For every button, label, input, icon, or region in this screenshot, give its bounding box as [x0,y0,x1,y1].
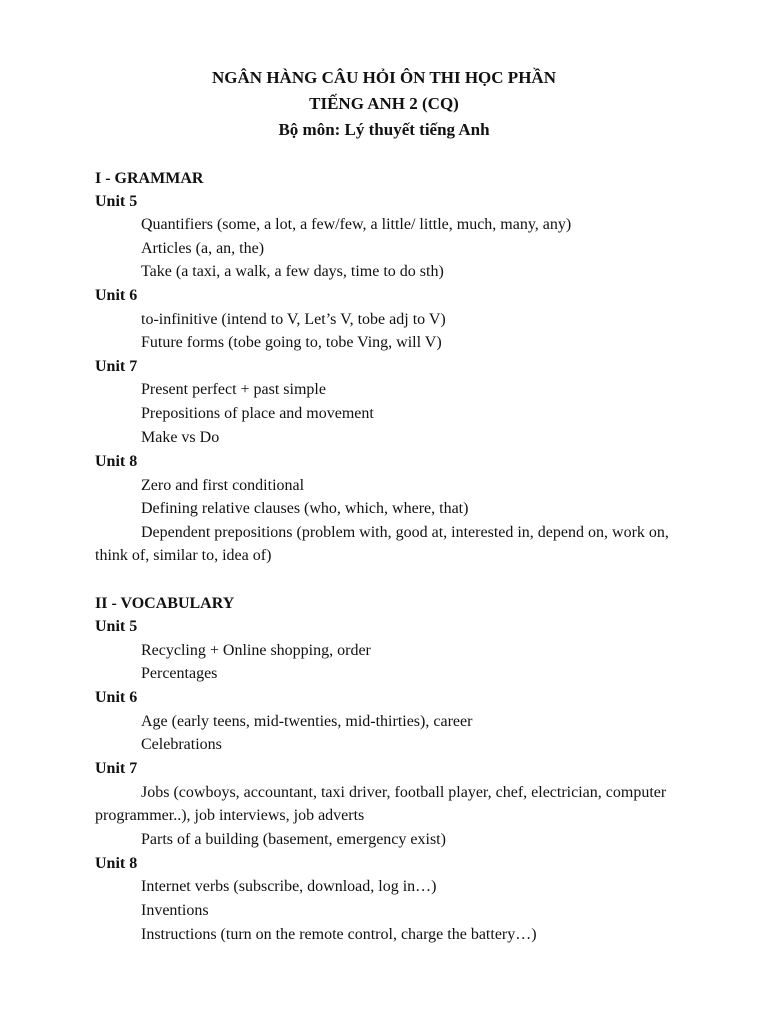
grammar-unit-8-item: Dependent prepositions (problem with, good at, interested in, depend on, work on, [141,524,669,541]
vocabulary-unit-8-item: Inventions [141,902,209,919]
vocabulary-unit-5-item: Recycling + Online shopping, order [141,642,371,659]
vocabulary-unit-6-item: Age (early teens, mid-twenties, mid-thirties), career [141,713,473,730]
vocabulary-unit-5-item: Percentages [141,665,218,682]
document-subtitle: TIẾNG ANH 2 (CQ) [309,94,459,113]
grammar-unit-6-item: to-infinitive (intend to V, Let’s V, tobe adj to V) [141,311,446,328]
grammar-unit-5-item: Quantifiers (some, a lot, a few/few, a little/ little, much, many, any) [141,216,572,233]
vocabulary-unit-8-label: Unit 8 [95,855,138,872]
grammar-heading: I - GRAMMAR [95,170,204,187]
document-title: NGÂN HÀNG CÂU HỎI ÔN THI HỌC PHẦN [212,68,556,87]
vocabulary-heading: II - VOCABULARY [95,595,235,612]
department-line: Bộ môn: Lý thuyết tiếng Anh [278,120,490,139]
grammar-unit-6-label: Unit 6 [95,287,138,304]
grammar-unit-7-item: Prepositions of place and movement [141,405,374,422]
grammar-unit-5-label: Unit 5 [95,193,138,210]
vocabulary-unit-8-item: Instructions (turn on the remote control, charge the battery…) [141,926,537,943]
grammar-unit-8-item: Defining relative clauses (who, which, where, that) [141,500,469,517]
vocabulary-unit-7-item-continued: programmer..), job interviews, job adverts [95,807,365,824]
grammar-unit-8-label: Unit 8 [95,453,138,470]
vocabulary-unit-5-label: Unit 5 [95,618,138,635]
vocabulary-unit-7-label: Unit 7 [95,760,138,777]
grammar-unit-8-item-continued: think of, similar to, idea of) [95,547,272,564]
grammar-unit-7-item: Make vs Do [141,429,220,446]
grammar-unit-5-item: Articles (a, an, the) [141,240,265,257]
vocabulary-unit-7-item: Jobs (cowboys, accountant, taxi driver, football player, chef, electrician, computer [141,784,667,801]
vocabulary-unit-7-item: Parts of a building (basement, emergency exist) [141,831,446,848]
vocabulary-unit-8-item: Internet verbs (subscribe, download, log in…) [141,878,437,895]
vocabulary-unit-6-item: Celebrations [141,736,222,753]
grammar-unit-7-label: Unit 7 [95,358,138,375]
grammar-unit-7-item: Present perfect + past simple [141,381,326,398]
grammar-unit-5-item: Take (a taxi, a walk, a few days, time to do sth) [141,263,444,280]
grammar-unit-8-item: Zero and first conditional [141,477,305,494]
grammar-unit-6-item: Future forms (tobe going to, tobe Ving, will V) [141,334,442,351]
vocabulary-unit-6-label: Unit 6 [95,689,138,706]
